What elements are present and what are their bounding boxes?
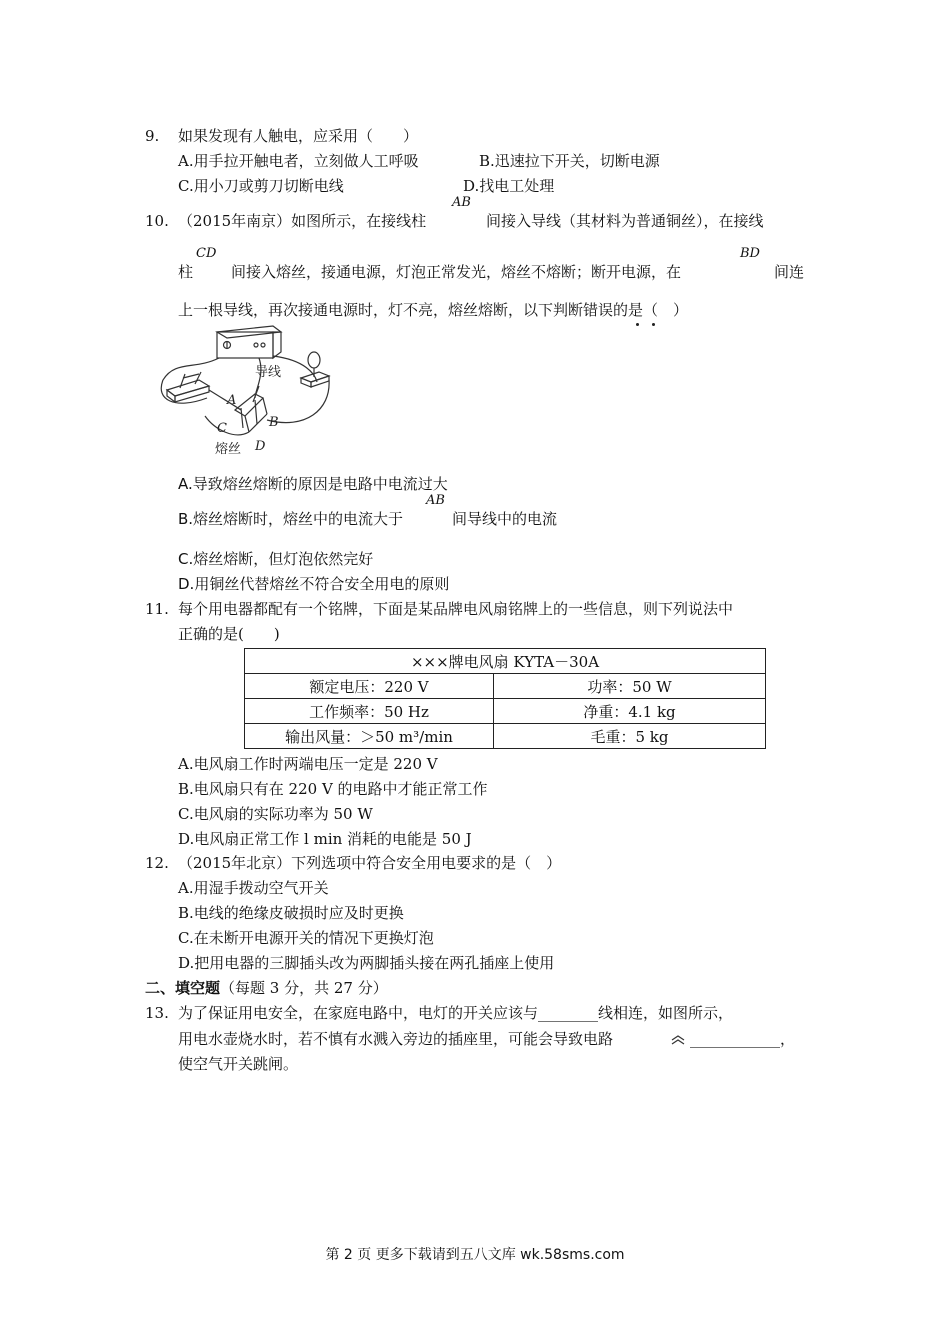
table-cell: 毛重：5 kg <box>494 724 766 749</box>
q13-line2: 用电水壶烧水时，若不慎有水溅入旁边的插座里，可能会导致电路 <box>178 1030 614 1048</box>
q10-line3: 上一根导线，再次接通电源时，灯不亮，熔丝熔断，以下判断错误的是（ ） <box>178 301 689 319</box>
q12-option-b: B.电线的绝缘皮破损时应及时更换 <box>178 904 404 922</box>
section-note: （每题 3 分，共 27 分） <box>220 979 388 997</box>
q10-option-a: A.导致熔丝熔断的原因是电路中电流过大 <box>178 475 448 493</box>
q11-option-b: B.电风扇只有在 220 V 的电路中才能正常工作 <box>178 780 488 798</box>
q10-label-bd: BD <box>740 246 760 261</box>
q9-stem: 如果发现有人触电，应采用（ ） <box>178 127 419 145</box>
table-cell: 额定电压：220 V <box>245 674 494 699</box>
q10-option-c: C.熔丝熔断，但灯泡依然完好 <box>178 550 374 568</box>
section-title: 二、填空题 <box>145 979 221 997</box>
double-chevron-icon <box>670 1034 686 1046</box>
page-footer: 第 2 页 更多下载请到五八文库 wk.58sms.com <box>325 1247 625 1263</box>
q11-line1: 每个用电器都配有一个铭牌，下面是某品牌电风扇铭牌上的一些信息，则下列说法中 <box>178 600 734 618</box>
q11-option-c: C.电风扇的实际功率为 50 W <box>178 805 373 823</box>
q11-line2: 正确的是( ) <box>178 625 280 643</box>
table-cell: 功率：50 W <box>494 674 766 699</box>
q10-line1b: 间接入导线（其材料为普通铜丝），在接线 <box>486 212 764 230</box>
q9-option-d: D.找电工处理 <box>463 177 555 195</box>
q11-option-d: D.电风扇正常工作 l min 消耗的电能是 50 J <box>178 830 472 848</box>
fuse-wire <box>241 408 243 428</box>
q11-option-a: A.电风扇工作时两端电压一定是 220 V <box>178 755 438 773</box>
lightbulb-icon <box>308 352 320 368</box>
table-row <box>245 699 766 724</box>
fig-label-wire: 导线 <box>255 365 282 380</box>
q12-stem: （2015年北京）下列选项中符合安全用电要求的是（ ） <box>178 854 562 872</box>
q9-option-c: C.用小刀或剪刀切断电线 <box>178 177 344 195</box>
q10-option-b-label: AB <box>426 493 445 508</box>
q10-number: 10. <box>145 212 169 230</box>
q12-option-d: D.把用电器的三脚插头改为两脚插头接在两孔插座上使用 <box>178 954 555 972</box>
fig-label-b: B <box>269 415 279 430</box>
fig-label-fuse: 熔丝 <box>215 442 242 457</box>
q10-option-b2: 间导线中的电流 <box>452 510 558 528</box>
nameplate-table <box>244 648 766 749</box>
table-row <box>245 724 766 749</box>
q10-option-b1: B.熔丝熔断时，熔丝中的电流大于 <box>178 510 404 528</box>
fig-label-d: D <box>255 439 266 454</box>
emphasis-dot <box>652 323 655 326</box>
power-box-side <box>273 332 281 358</box>
section-heading <box>145 978 388 998</box>
q10-option-d: D.用铜丝代替熔丝不符合安全用电的原则 <box>178 575 450 593</box>
q13-line3: 使空气开关跳闸。 <box>178 1055 299 1073</box>
q10-line2b: 间接入熔丝，接通电源，灯泡正常发光，熔丝不熔断；断开电源，在 <box>231 263 682 281</box>
emphasis-dot <box>636 323 639 326</box>
circuit-figure <box>155 320 345 460</box>
q13-line2-blank: ____________， <box>690 1030 796 1048</box>
q10-label-cd: CD <box>196 246 217 261</box>
q12-option-c: C.在未断开电源开关的情况下更换灯泡 <box>178 929 434 947</box>
q10-line1a: （2015年南京）如图所示，在接线柱 <box>178 212 427 230</box>
table-row <box>245 674 766 699</box>
q9-option-a: A.用手拉开触电者，立刻做人工呼吸 <box>178 152 419 170</box>
q11-number: 11. <box>145 600 169 618</box>
q12-option-a: A.用湿手拨动空气开关 <box>178 879 329 897</box>
switch-lever <box>180 374 185 388</box>
q10-line2a: 柱 <box>178 263 194 281</box>
fig-label-c: C <box>217 421 227 436</box>
q13-line1: 为了保证用电安全，在家庭电路中，电灯的开关应该与________线相连，如图所示， <box>178 1004 734 1022</box>
q13-number: 13. <box>145 1004 169 1022</box>
wire <box>161 358 219 403</box>
table-row <box>245 649 766 674</box>
q10-label-ab: AB <box>452 195 471 210</box>
terminal-board <box>235 394 263 416</box>
q9-option-b: B.迅速拉下开关，切断电源 <box>479 152 660 170</box>
table-cell: 净重：4.1 kg <box>494 699 766 724</box>
table-title: ×××牌电风扇 KYTA－30A <box>245 649 766 674</box>
q10-line2c: 间连 <box>774 263 805 281</box>
table-cell: 输出风量：＞50 m³/min <box>245 724 494 749</box>
q9-number: 9. <box>145 127 160 145</box>
q12-number: 12. <box>145 854 169 872</box>
fig-label-a: A <box>227 393 237 408</box>
table-cell: 工作频率：50 Hz <box>245 699 494 724</box>
